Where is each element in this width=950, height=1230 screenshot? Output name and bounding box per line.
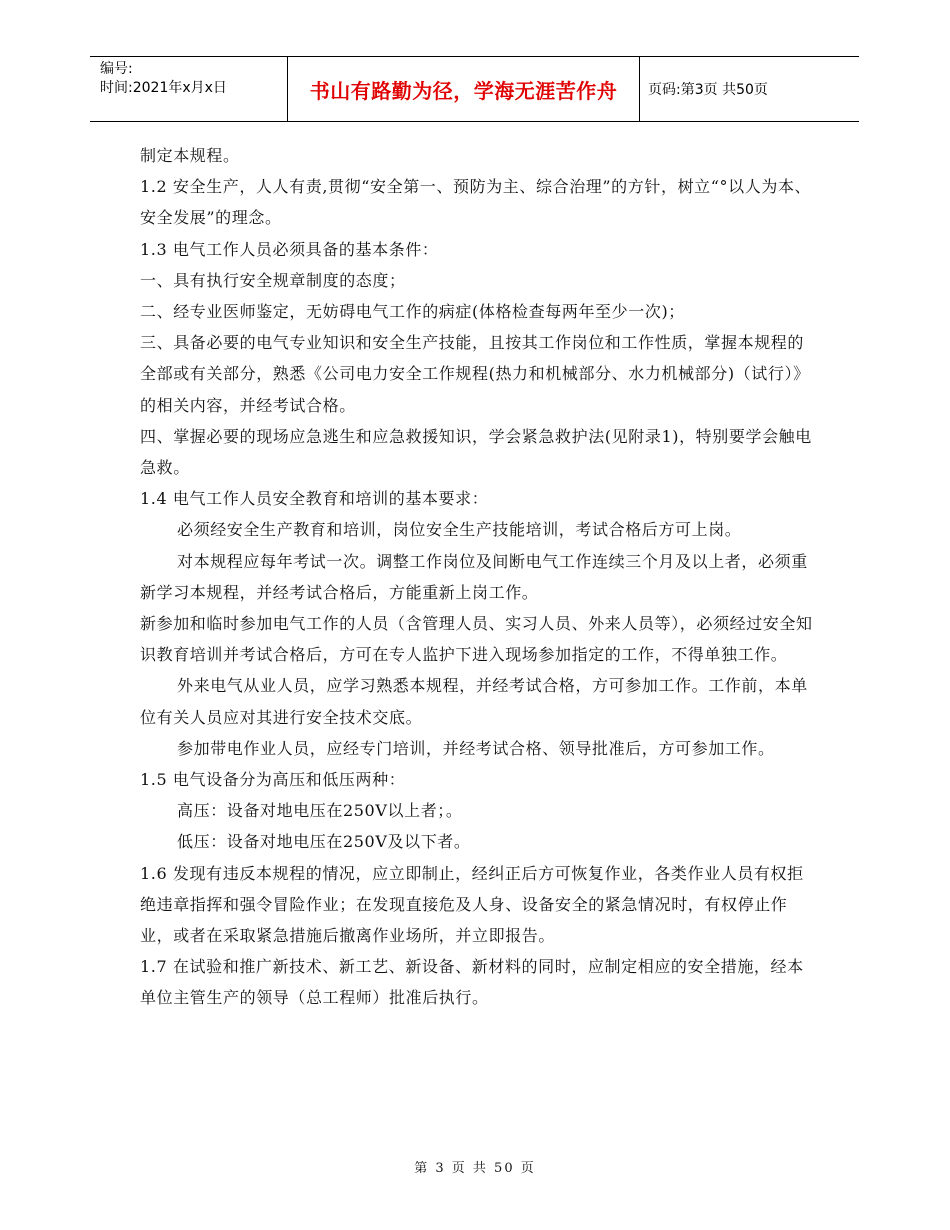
paragraph: 三、具备必要的电气专业知识和安全生产技能，且按其工作岗位和工作性质，掌握本规程的全部或有关部分，熟悉《公司电力安全工作规程(热力和机械部分、水力机械部分)（试行）》的相关内容，并经考试合格。 [140,333,810,415]
paragraph: 1.2 安全生产，人人有责,贯彻“安全第一、预防为主、综合治理”的方针，树立“°以人为本、安全发展”的理念。 [140,177,812,228]
paragraph: 高压：设备对地电压在250V以上者；。 [177,801,463,821]
header-motto: 书山有路勤为径，学海无涯苦作舟 [287,57,640,121]
paragraph: 1.6 发现有违反本规程的情况，应立即制止，经纠正后方可恢复作业，各类作业人员有权拒绝违章指挥和强令冒险作业；在发现直接危及人身、设备安全的紧急情况时，有权停止作业，或者在采取紧急措施后撤离作业场所，并立即报告。 [140,863,804,946]
paragraph: 对本规程应每年考试一次。调整工作岗位及间断电气工作连续三个月及以上者，必须重新学习本规程，并经考试合格后，方能重新上岗工作。 [140,551,808,602]
paragraph: 四、掌握必要的现场应急逃生和应急救援知识，学会紧急救护法(见附录1)，特别要学会触电急救。 [140,426,812,478]
header-meta [90,57,287,121]
time-label: 时间:2021年x月x日 [100,80,227,96]
page-header [90,56,859,122]
document-body [140,140,820,1014]
paragraph: 1.3 电气工作人员必须具备的基本条件： [140,239,439,259]
paragraph: 二、经专业医师鉴定，无妨碍电气工作的病症(体格检查每两年至少一次)； [140,302,685,322]
paragraph: 制定本规程。 [140,146,240,165]
paragraph: 外来电气从业人员，应学习熟悉本规程，并经考试合格，方可参加工作。工作前，本单位有关人员应对其进行安全技术交底。 [140,676,808,727]
paragraph: 参加带电作业人员，应经专门培训，并经考试合格、领导批准后，方可参加工作。 [177,738,775,758]
paragraph: 新参加和临时参加电气工作的人员（含管理人员、实习人员、外来人员等），必须经过安全知识教育培训并考试合格后，方可在专人监护下进入现场参加指定的工作，不得单独工作。 [140,614,813,665]
page-footer: 第 3 页 共 50 页 [414,1161,536,1176]
paragraph: 1.7 在试验和推广新技术、新工艺、新设备、新材料的同时，应制定相应的安全措施，经本单位主管生产的领导（总工程师）批准后执行。 [140,957,804,1008]
header-page-number: 页码:第3页 共50页 [648,82,768,98]
paragraph: 1.5 电气设备分为高压和低压两种： [140,770,406,790]
paragraph: 1.4 电气工作人员安全教育和培训的基本要求： [140,489,489,509]
paragraph: 必须经安全生产教育和培训，岗位安全生产技能培训，考试合格后方可上岗。 [177,520,742,540]
serial-label: 编号: [100,61,133,77]
paragraph: 一、具有执行安全规章制度的态度； [140,270,406,290]
paragraph: 低压：设备对地电压在250V及以下者。 [177,832,471,852]
